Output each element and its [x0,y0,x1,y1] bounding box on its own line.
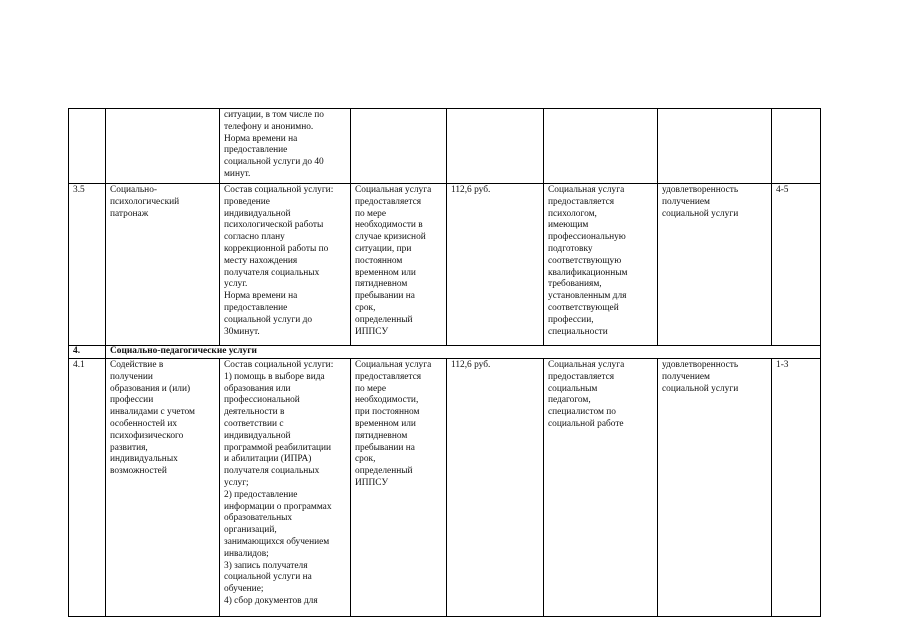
cell-tariff: 112,6 руб. [447,184,544,346]
cell-tariff [447,109,544,184]
cell-quality-indicator [658,109,772,184]
cell-provision-conditions: Социальная услуга предоставляется по мере необходимости, при постоянном временном или пятидневном пребывании на срок, определенный ИППСУ [351,359,447,617]
cell-provider-requirements: Социальная услуга предоставляется социальным педагогом, специалистом по социальной работе [544,359,658,617]
cell-quality-indicator: удовлетворенность получением социальной услуги [658,359,772,617]
cell-service-description: Состав социальной услуги: 1) помощь в выборе вида образования или профессиональной деятельности в соответствии с индивидуальной программой реабилитации и абилитации (ИПРА) получателя социальных услуг; 2) предоставление информации о программах образовательных организаций, занимающихся обучением инвалидов; 3) запись получателя социальной услуги на обучение; 4) сбор документов для [220,359,351,617]
cell-score: 4-5 [772,184,821,346]
table-row [69,184,821,346]
cell-provision-conditions: Социальная услуга предоставляется по мере необходимости в случае кризисной ситуации, при постоянном временном или пятидневном пребывании на срок, определенный ИППСУ [351,184,447,346]
cell-quality-indicator: удовлетворенность получением социальной услуги [658,184,772,346]
cell-provider-requirements: Социальная услуга предоставляется психологом, имеющим профессиональную подготовку соответствующую квалификационным требованиям, установленным для соответствующей профессии, специальности [544,184,658,346]
cell-number: 3.5 [69,184,106,346]
services-table [68,108,821,617]
cell-provision-conditions [351,109,447,184]
cell-provider-requirements [544,109,658,184]
section-header-row [69,346,821,359]
cell-service-description: Состав социальной услуги: проведение индивидуальной психологической работы согласно плану коррекционной работы по месту нахождения получателя социальных услуг. Норма времени на предоставление социальной услуги до 30минут. [220,184,351,346]
section-title: Социально-педагогические услуги [106,346,821,359]
cell-score [772,109,821,184]
cell-service-name: Социально- психологический патронаж [106,184,220,346]
cell-service-description: ситуации, в том числе по телефону и анонимно. Норма времени на предоставление социальной услуги до 40 минут. [220,109,351,184]
cell-number: 4.1 [69,359,106,617]
table-row [69,109,821,184]
cell-service-name [106,109,220,184]
table-row [69,359,821,617]
cell-number [69,109,106,184]
cell-tariff: 112,6 руб. [447,359,544,617]
cell-score: 1-3 [772,359,821,617]
section-number: 4. [69,346,106,359]
cell-service-name: Содействие в получении образования и (или) профессии инвалидами с учетом особенностей их психофизического развития, индивидуальных возможностей [106,359,220,617]
